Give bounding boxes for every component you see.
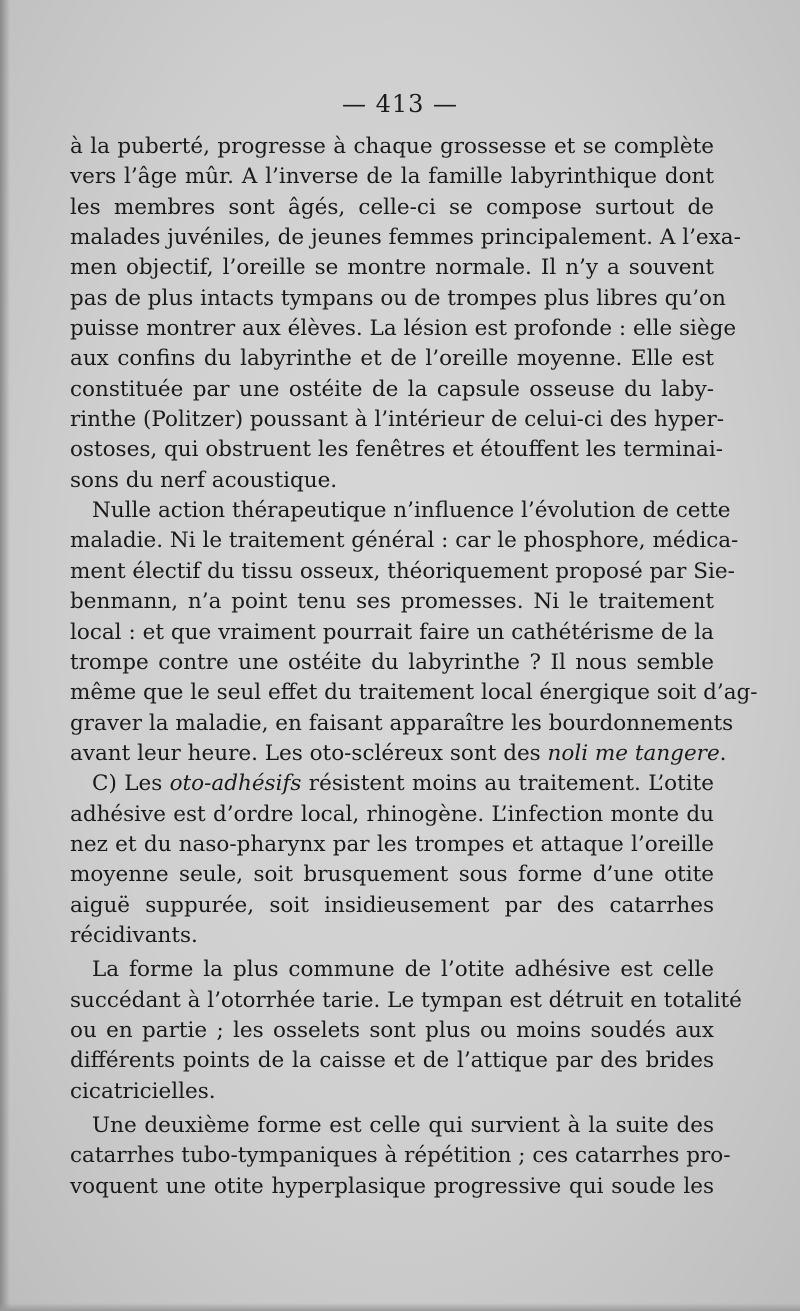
- text-line: benmann, n’a point tenu ses promesses. Ni le traitement: [70, 589, 714, 615]
- text-line: men objectif, l’oreille se montre normale. Il n’y a souvent: [70, 255, 714, 281]
- text-line: pas de plus intacts tympans ou de trompes plus libres qu’on: [70, 285, 726, 311]
- text-line: moyenne seule, soit brusquement sous forme d’une otite: [70, 862, 714, 888]
- text-line: adhésive est d’ordre local, rhinogène. L’infection monte du: [70, 801, 714, 827]
- text-line: [70, 769, 714, 799]
- text-line: à la puberté, progresse à chaque grossesse et se complète: [70, 134, 714, 159]
- text-line: succédant à l’otorrhée tarie. Le tympan est détruit en totalité: [70, 987, 742, 1013]
- text-line: nez et du naso-pharynx par les trompes et attaque l’oreille: [70, 831, 714, 857]
- text-line: Une deuxième forme est celle qui survient à la suite des: [92, 1113, 714, 1138]
- text-run: C) Les: [92, 771, 170, 797]
- text-line: les membres sont âgés, celle-ci se compose surtout de: [70, 194, 714, 220]
- text-line: récidivants.: [70, 922, 198, 948]
- text-line: cicatricielles.: [70, 1078, 216, 1104]
- body-text: [70, 132, 758, 1202]
- text-line: trompe contre une ostéite du labyrinthe ? Il nous semble: [70, 649, 714, 675]
- text-line: malades juvéniles, de jeunes femmes principalement. A l’exa-: [70, 225, 741, 251]
- text-line: Nulle action thérapeutique n’influence l’évolution de cette: [92, 498, 731, 524]
- text-line: ostoses, qui obstruent les fenêtres et étouffent les terminai-: [70, 437, 723, 463]
- text-line: La forme la plus commune de l’otite adhésive est celle: [92, 957, 714, 983]
- text-line: différents points de la caisse et de l’attique par des brides: [70, 1048, 714, 1074]
- text-line: voquent une otite hyperplasique progressive qui soude les: [70, 1173, 714, 1199]
- text-line: ou en partie ; les osselets sont plus ou moins soudés aux: [70, 1017, 714, 1043]
- text-line: graver la maladie, en faisant apparaître les bourdonnements: [70, 710, 734, 736]
- text-run: résistent moins au traitement. L’otite: [301, 771, 714, 797]
- page-edge-shadow: [0, 1303, 800, 1311]
- text-line: [70, 739, 727, 769]
- text-line: sons du nerf acoustique.: [70, 467, 338, 493]
- text-line: puisse montrer aux élèves. La lésion est profonde : elle siège: [70, 316, 737, 342]
- text-line: aux confins du labyrinthe et de l’oreille moyenne. Elle est: [70, 346, 714, 372]
- page-edge-shadow: [0, 0, 10, 1311]
- text-line: rinthe (Politzer) poussant à l’intérieur de celui-ci des hyper-: [70, 407, 725, 433]
- text-run: avant leur heure. Les oto-scléreux sont des: [70, 740, 548, 766]
- text-line: vers l’âge mûr. A l’inverse de la famille labyrinthique dont: [70, 164, 714, 190]
- text-line: catarrhes tubo-tympaniques à répétition ; ces catarrhes pro-: [70, 1143, 731, 1169]
- text-line: maladie. Ni le traitement général : car le phosphore, médica-: [70, 528, 739, 554]
- text-line: ment électif du tissu osseux, théoriquement proposé par Sie-: [70, 558, 735, 584]
- italic-phrase: noli me tangere: [547, 740, 720, 766]
- text-run: .: [719, 740, 727, 766]
- text-line: même que le seul effet du traitement local énergique soit d’ag-: [70, 680, 758, 706]
- italic-phrase: oto-adhésifs: [169, 771, 302, 797]
- text-line: constituée par une ostéite de la capsule osseuse du laby-: [70, 376, 714, 402]
- text-line: aiguë suppurée, soit insidieusement par des catarrhes: [70, 892, 714, 918]
- page-number: — 413 —: [341, 90, 459, 118]
- text-line: local : et que vraiment pourrait faire un cathétérisme de la: [70, 619, 714, 645]
